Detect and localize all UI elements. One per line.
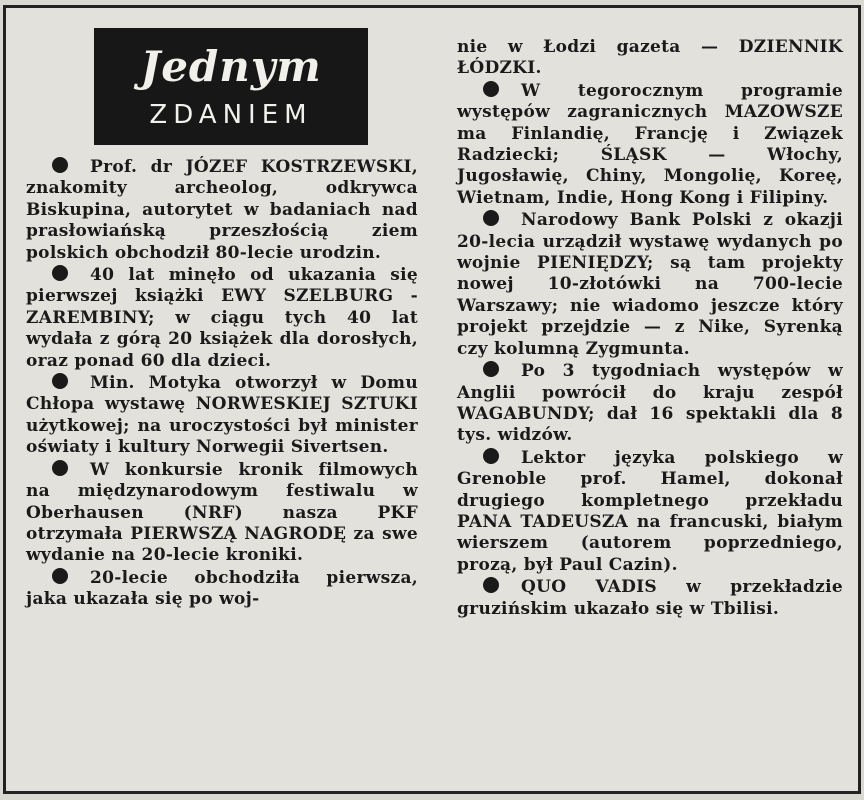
bullet-icon	[52, 157, 68, 173]
news-text: Prof. dr JÓZEF KOSTRZEWSKI, znakomity archeolog, odkrywca Biskupina, autorytet w badaniach nad prasłowiańską przeszłością ziem polskich obchodził 80-lecie urodzin.	[26, 157, 418, 263]
news-item	[457, 577, 843, 620]
bullet-icon	[483, 577, 499, 593]
news-item	[26, 460, 418, 567]
news-text: Po 3 tygodniach występów w Anglii powrócił do kraju zespół WAGABUNDY; dał 16 spektakli dla 8 tys. widzów.	[457, 361, 843, 446]
news-text: Lektor języka polskiego w Grenoble prof. Hamel, dokonał drugiego kompletnego przekładu PANA TADEUSZA na francuski, białym wierszem (autorem poprzedniego, prozą, był Paul Cazin).	[457, 447, 843, 575]
news-text: QUO VADIS w przekładzie gruzińskim ukazało się w Tbilisi.	[457, 577, 843, 619]
bullet-icon	[483, 210, 499, 226]
news-item	[457, 81, 843, 209]
bullet-icon	[52, 265, 68, 281]
news-item	[457, 210, 843, 360]
bullet-icon	[483, 448, 499, 464]
news-item	[26, 265, 418, 372]
news-text: Min. Motyka otworzył w Domu Chłopa wystawę NORWESKIEJ SZTUKI użytkowej; na uroczystości był minister oświaty i kultury Norwegii Sivertsen.	[26, 373, 418, 458]
bullet-icon	[52, 568, 68, 584]
bullet-icon	[483, 361, 499, 377]
column-header-logo	[94, 28, 368, 145]
news-item	[26, 373, 418, 459]
news-item	[457, 361, 843, 447]
news-text: 20-lecie obchodziła pierwsza, jaka ukazała się po woj-	[26, 567, 418, 610]
right-column	[457, 37, 843, 621]
left-column	[26, 157, 418, 612]
news-continuation: nie w Łodzi gazeta — DZIENNIK ŁÓDZKI.	[457, 37, 843, 79]
bullet-icon	[52, 460, 68, 476]
bullet-icon	[483, 81, 499, 97]
bullet-icon	[52, 373, 68, 389]
news-text: Narodowy Bank Polski z okazji 20-lecia urządził wystawę wydanych po wojnie PIENIĘDZY; są tam projekty nowej 10-złotówki na 700-lecie Warszawy; nie wiadomo jeszcze który projekt przejdzie — z Nike, Syrenką czy kolumną Zygmunta.	[457, 210, 843, 359]
news-item	[457, 448, 843, 576]
news-text: 40 lat minęło od ukazania się pierwszej książki EWY SZELBURG - ZAREMBINY; w ciągu tych 40 lat wydała z górą 20 książek dla dorosłych, oraz ponad 60 dla dzieci.	[26, 265, 418, 371]
news-item	[26, 157, 418, 264]
news-text: W konkursie kronik filmowych na międzynarodowym festiwalu w Oberhausen (NRF) nasza PKF otrzymała PIERWSZĄ NAGRODĘ za swe wydanie na 20-lecie kroniki.	[26, 459, 418, 566]
news-item	[26, 568, 418, 611]
news-text: W tegorocznym programie występów zagranicznych MAZOWSZE ma Finlandię, Francję i Związek Radziecki; ŚLĄSK — Włochy, Jugosławię, Chiny, Mongolię, Koreę, Wietnam, Indie, Hong Kong i Filipiny.	[457, 80, 843, 208]
logo-subtitle: ZDANIEM	[149, 100, 313, 130]
logo-title: Jednym	[140, 42, 322, 91]
